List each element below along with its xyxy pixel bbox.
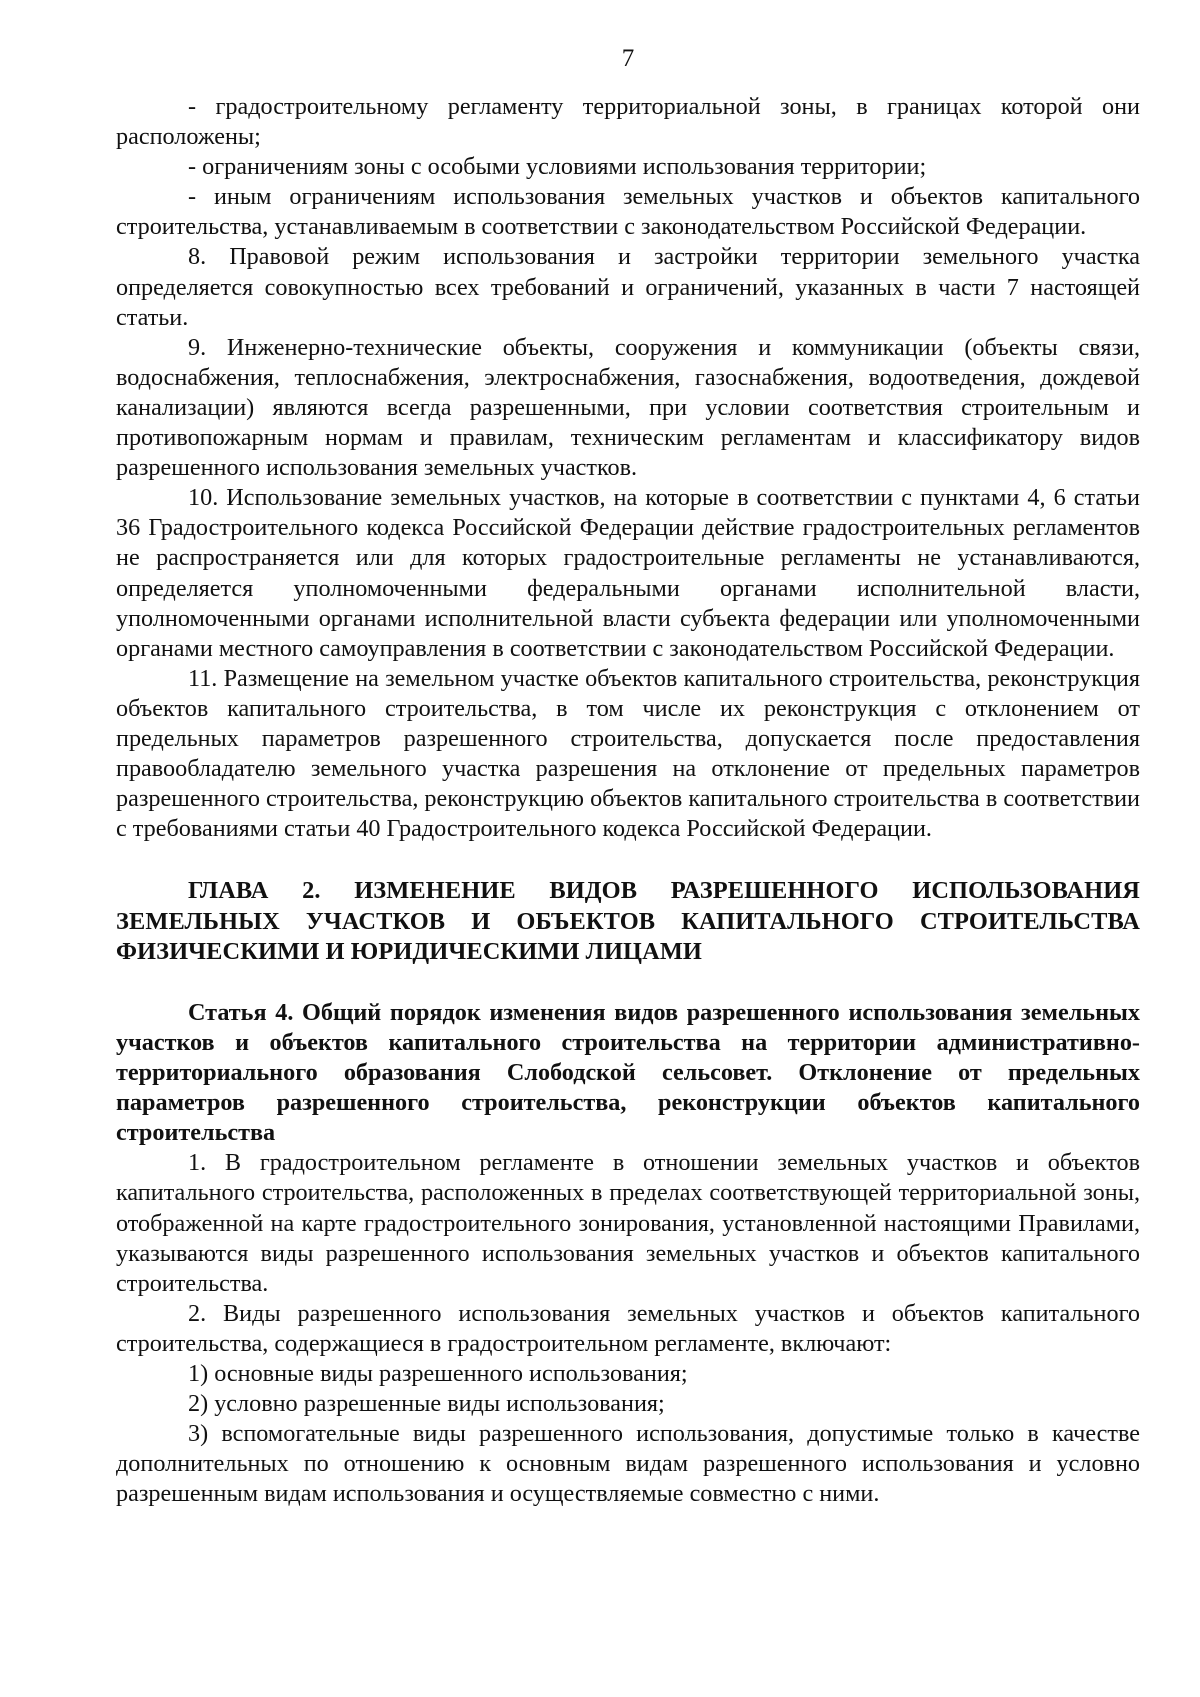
list-item-main-uses: 1) основные виды разрешенного использования; bbox=[188, 1359, 688, 1387]
chapter-heading: ГЛАВА 2. ИЗМЕНЕНИЕ ВИДОВ РАЗРЕШЕННОГО ИСПОЛЬЗОВАНИЯ ЗЕМЕЛЬНЫХ УЧАСТКОВ И ОБЪЕКТОВ КАПИТАЛЬНОГО СТРОИТЕЛЬСТВА ФИЗИЧЕСКИМИ И ЮРИДИЧЕСКИМИ ЛИЦАМИ bbox=[116, 877, 1140, 966]
list-item-conditional-uses: 2) условно разрешенные виды использования; bbox=[188, 1390, 665, 1418]
paragraph-10: 10. Использование земельных участков, на которые в соответствии с пунктами 4, 6 статьи 36 Градостроительного кодекса Российской Федерации действие градостроительных регламентов не распространяется или для которых градостроительные регламенты не устанавливаются, определяется уполномоченными федеральными органами исполнительной власти, уполномоченными органами исполнительной власти субъекта федерации или уполномоченными органами местного самоуправления в соответствии с законодательством Российской Федерации. bbox=[116, 484, 1140, 662]
paragraph-9: 9. Инженерно-технические объекты, сооружения и коммуникации (объекты связи, водоснабжения, теплоснабжения, электроснабжения, газоснабжения, водоотведения, дождевой канализации) являются всегда разрешенными, при условии соответствия строительным и противопожарным нормам и правилам, техническим регламентам и классификатору видов разрешенного использования земельных участков. bbox=[116, 333, 1140, 482]
paragraph-special-zone-item: - ограничениям зоны с особыми условиями использования территории; bbox=[188, 153, 927, 181]
list-item-auxiliary-uses: 3) вспомогательные виды разрешенного использования, допустимые только в качестве дополнительных по отношению к основным видам разрешенного использования и условно разрешенным видам использования и осуществляемые совместно с ними. bbox=[116, 1420, 1140, 1508]
article-paragraph-2: 2. Виды разрешенного использования земельных участков и объектов капитального строительства, содержащиеся в градостроительном регламенте, включают: bbox=[116, 1299, 1140, 1357]
paragraph-regulation-item: - градостроительному регламенту территориальной зоны, в границах которой они расположены; bbox=[116, 93, 1140, 151]
paragraph-11: 11. Размещение на земельном участке объектов капитального строительства, реконструкция объектов капитального строительства, в том числе их реконструкция с отклонением от предельных параметров разрешенного строительства, допускается после предоставления правообладателю земельного участка разрешения на отклонение от предельных параметров разрешенного строительства, реконструкцию объектов капитального строительства в соответствии с требованиями статьи 40 Градостроительного кодекса Российской Федерации. bbox=[116, 664, 1140, 843]
page-number: 7 bbox=[621, 45, 635, 72]
document-page bbox=[116, 0, 1140, 1509]
paragraph-other-restrictions-item: - иным ограничениям использования земельных участков и объектов капитального строительства, устанавливаемым в соответствии с законодательством Российской Федерации. bbox=[116, 183, 1140, 241]
article-heading: Статья 4. Общий порядок изменения видов разрешенного использования земельных участков и объектов капитального строительства на территории административно-территориального образования Слободской сельсовет. Отклонение от предельных параметров разрешенного строительства, реконструкции объектов капитального строительства bbox=[116, 998, 1140, 1147]
article-paragraph-1: 1. В градостроительном регламенте в отношении земельных участков и объектов капитального строительства, расположенных в пределах соответствующей территориальной зоны, отображенной на карте градостроительного зонирования, установленной настоящими Правилами, указываются виды разрешенного использования земельных участков и объектов капитального строительства. bbox=[116, 1149, 1140, 1297]
paragraph-8: 8. Правовой режим использования и застройки территории земельного участка определяется совокупностью всех требований и ограничений, указанных в части 7 настоящей статьи. bbox=[116, 243, 1140, 331]
